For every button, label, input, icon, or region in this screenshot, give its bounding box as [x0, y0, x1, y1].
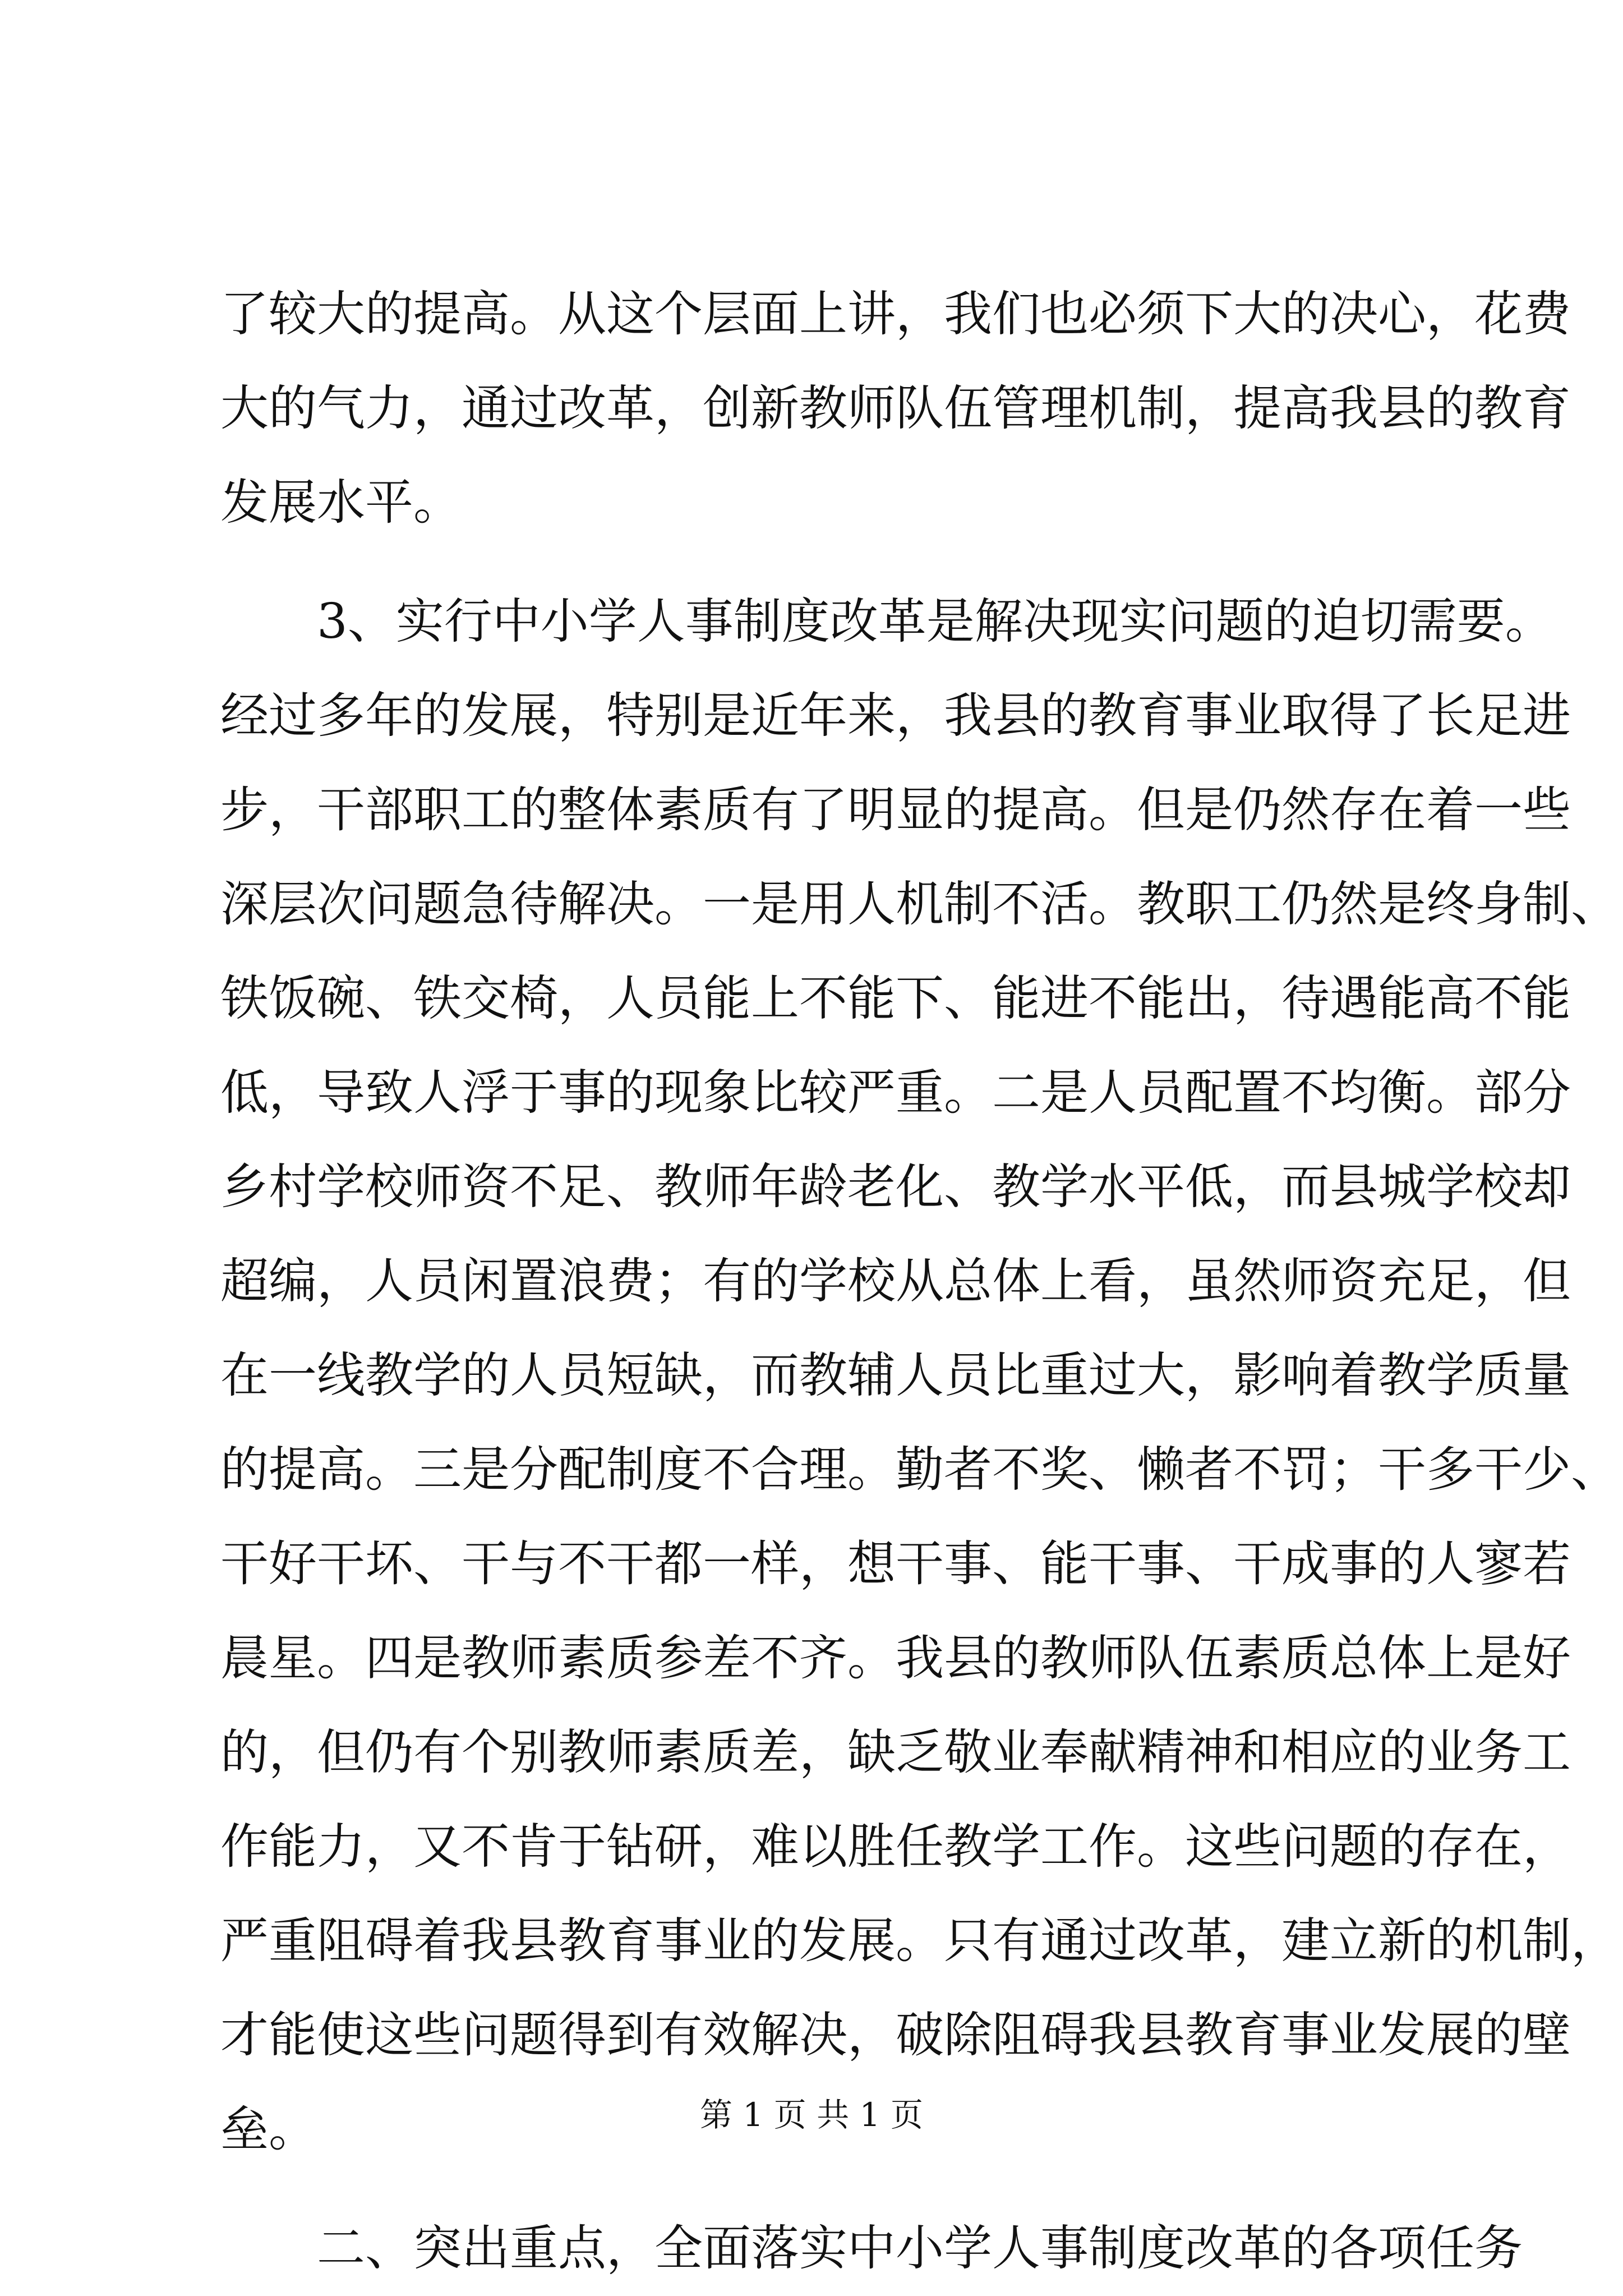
- text-line: 才能使这些问题得到有效解决，破除阻碍我县教育事业发展的壁: [220, 2007, 1571, 2063]
- text-line: 低，导致人浮于事的现象比较严重。二是人员配置不均衡。部分: [220, 1065, 1571, 1121]
- text-line: 发展水平。: [220, 475, 462, 531]
- page-footer: 第 1 页 共 1 页: [700, 2096, 923, 2134]
- text-line: 晨星。四是教师素质参差不齐。我县的教师队伍素质总体上是好: [220, 1630, 1571, 1686]
- body-text: [220, 267, 1619, 2295]
- text-line: 的提高。三是分配制度不合理。勤者不奖、懒者不罚；干多干少、: [220, 1442, 1619, 1498]
- text-line: 大的气力，通过改革，创新教师队伍管理机制，提高我县的教育: [220, 380, 1571, 436]
- text-line: 步，干部职工的整体素质有了明显的提高。但是仍然存在着一些: [220, 782, 1571, 838]
- text-line: 铁饭碗、铁交椅，人员能上不能下、能进不能出，待遇能高不能: [220, 970, 1571, 1027]
- text-line: 作能力，又不肯于钻研，难以胜任教学工作。这些问题的存在，: [220, 1819, 1571, 1875]
- text-line: 经过多年的发展，特别是近年来，我县的教育事业取得了长足进: [220, 688, 1571, 744]
- paragraph-gap: [220, 2177, 1404, 2201]
- text-line: 乡村学校师资不足、教师年龄老化、教学水平低，而县城学校却: [220, 1159, 1571, 1215]
- text-line: 二、突出重点，全面落实中小学人事制度改革的各项任务: [220, 2220, 1523, 2276]
- text-line: 的，但仍有个别教师素质差，缺乏敬业奉献精神和相应的业务工: [220, 1724, 1571, 1780]
- text-line: 深层次问题急待解决。一是用人机制不活。教职工仍然是终身制、: [220, 876, 1619, 932]
- text-line: 干好干坏、干与不干都一样，想干事、能干事、干成事的人寥若: [220, 1536, 1571, 1592]
- paragraph-2: [220, 574, 1619, 2177]
- paragraph-1: [220, 267, 1571, 550]
- text-line: 3、实行中小学人事制度改革是解决现实问题的迫切需要。: [220, 593, 1553, 650]
- text-line: 了较大的提高。从这个层面上讲，我们也必须下大的决心，花费: [220, 286, 1571, 342]
- text-line: 超编，人员闲置浪费；有的学校从总体上看，虽然师资充足，但: [220, 1253, 1571, 1309]
- text-line: 在一线教学的人员短缺，而教辅人员比重过大，影响着教学质量: [220, 1347, 1571, 1404]
- text-line: 垒。: [220, 2101, 317, 2157]
- section-heading: [220, 2201, 1523, 2295]
- paragraph-gap: [220, 550, 1404, 574]
- text-line: 严重阻碍着我县教育事业的发展。只有通过改革，建立新的机制，: [220, 1913, 1619, 1969]
